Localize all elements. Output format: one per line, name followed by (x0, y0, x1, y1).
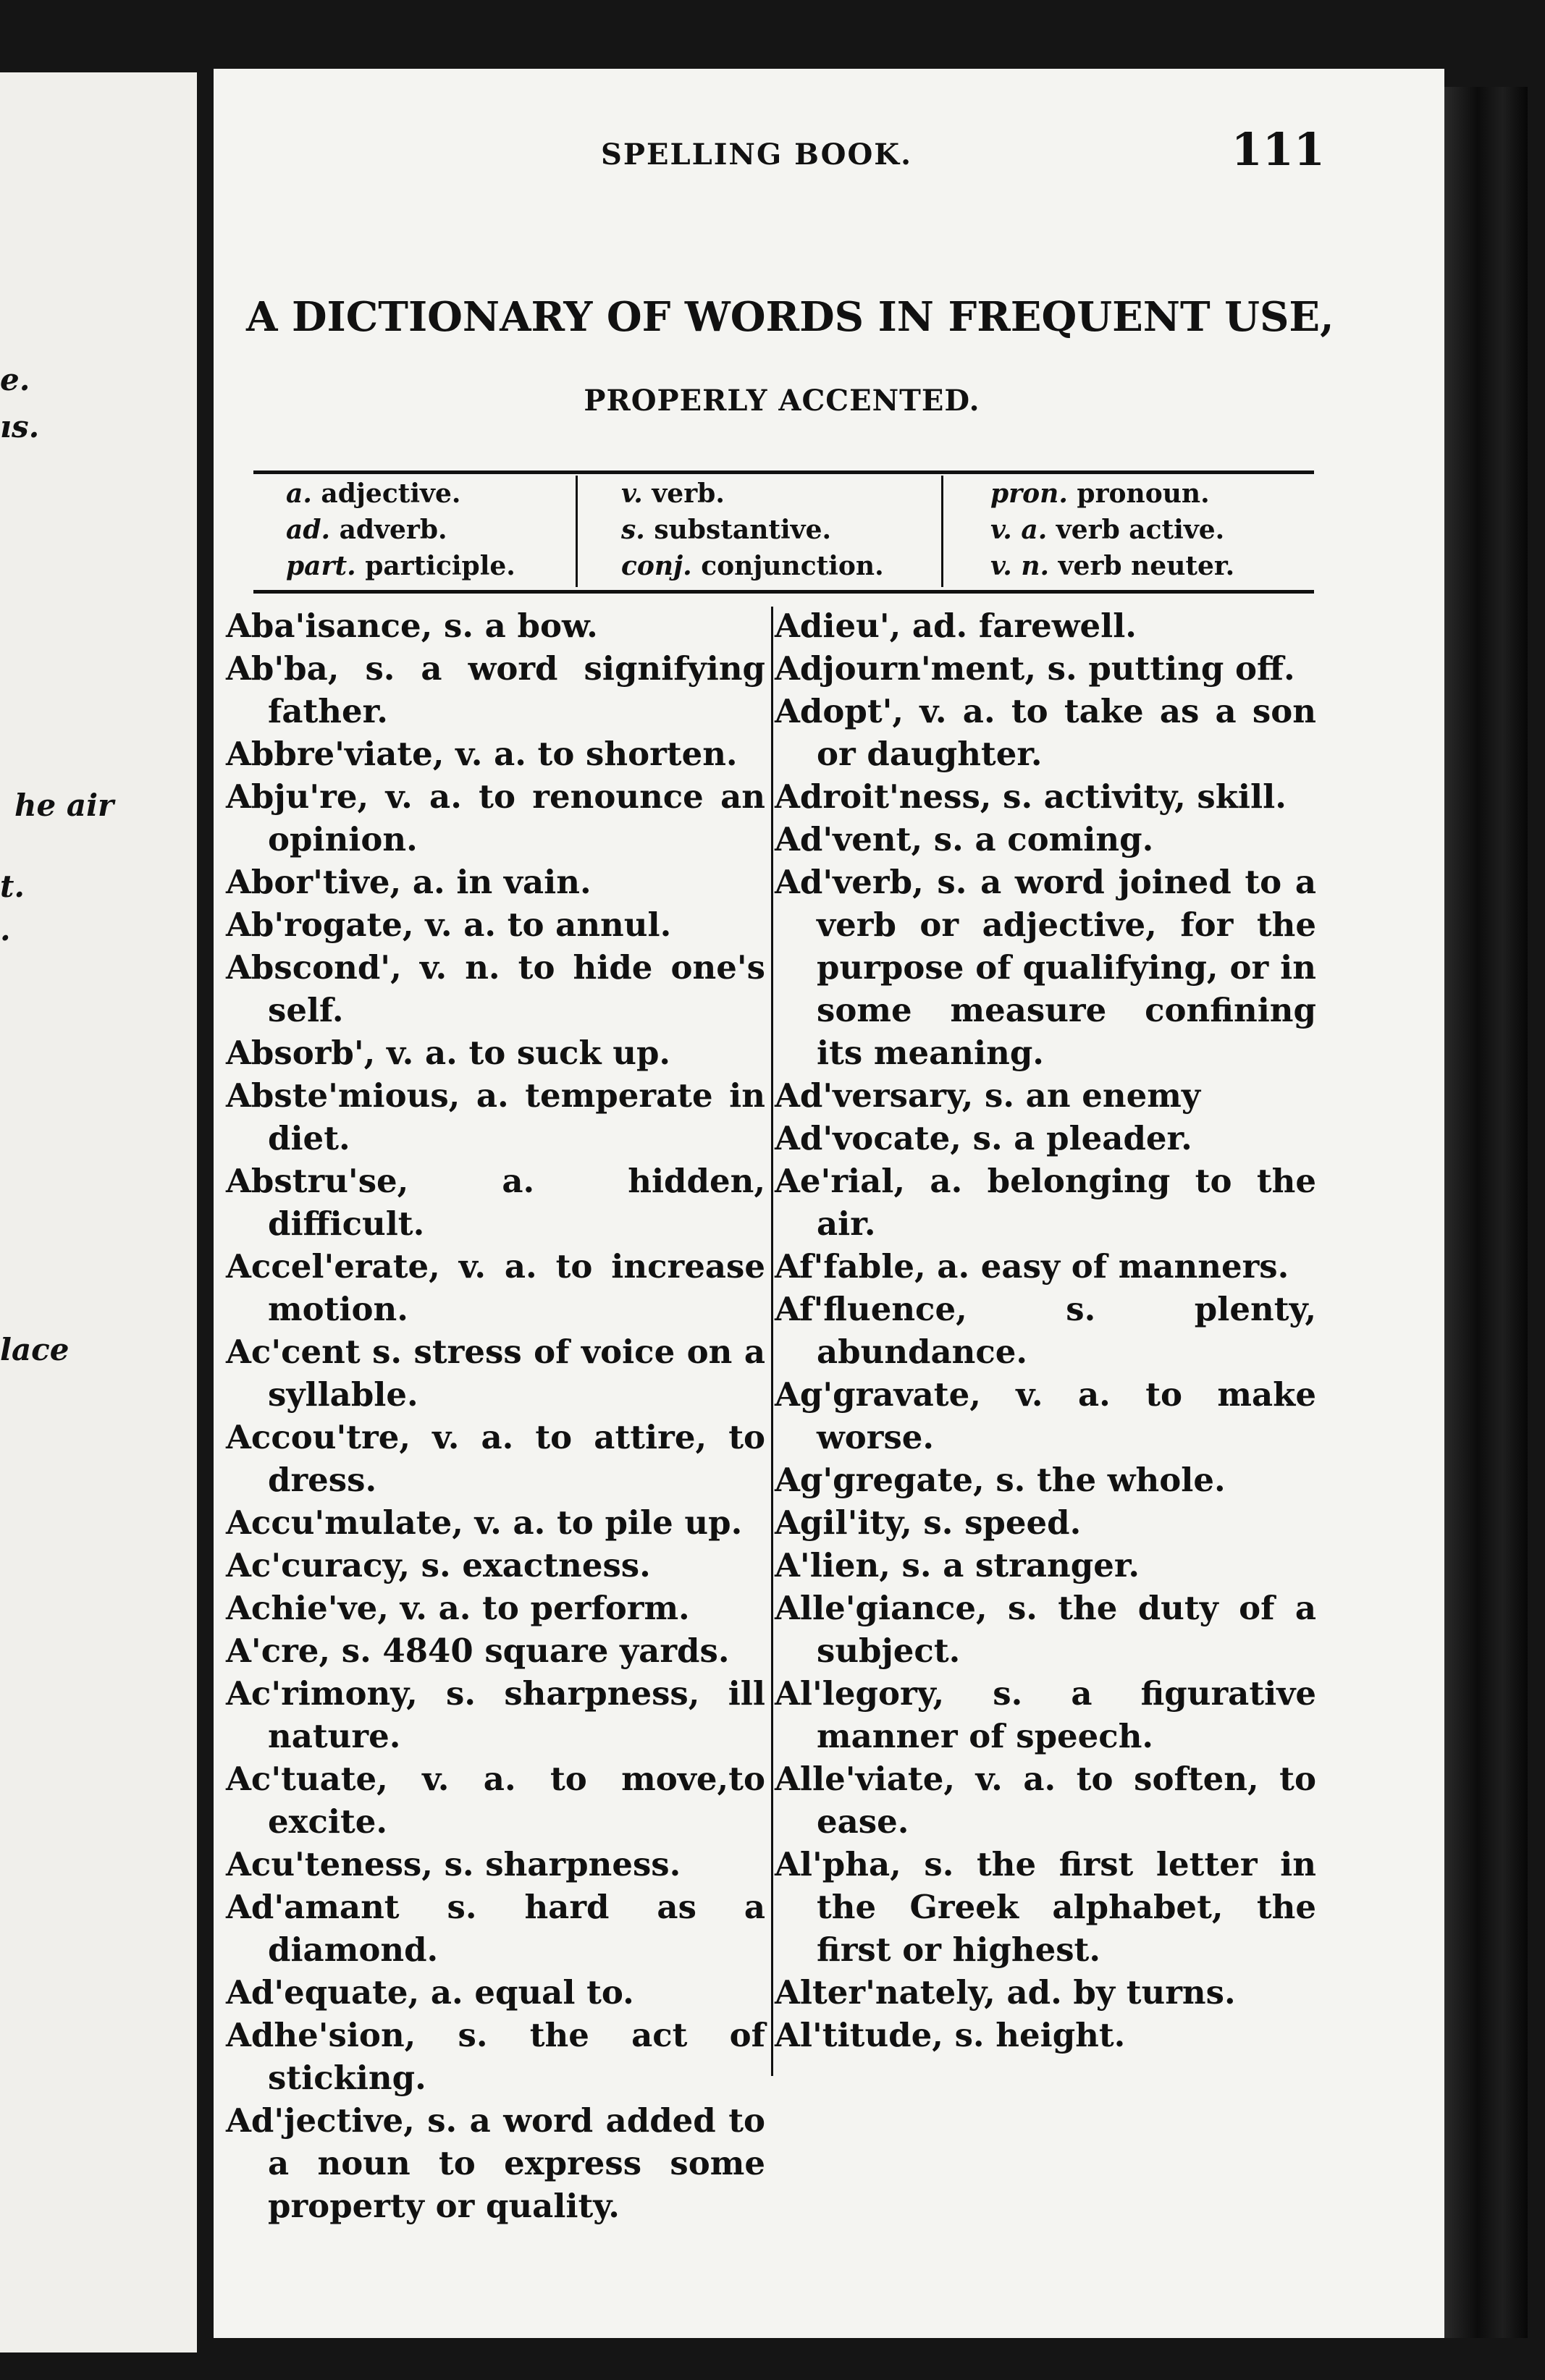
dictionary-entry: Al'pha, s. the first letter in the Greek alphabet, the first or highest. (775, 1845, 1316, 1969)
dictionary-entry: Al'legory, s. a figurative manner of speech. (775, 1674, 1316, 1755)
abbreviation-column (576, 476, 943, 587)
dictionary-entry: Ac'curacy, s. exactness. (226, 1546, 651, 1584)
page-edge (1444, 87, 1528, 2338)
dictionary-entry: Abstru'se, a. hidden, difficult. (226, 1162, 765, 1243)
abbreviation-column (253, 476, 576, 587)
abbreviation-key: part. (286, 551, 356, 581)
dictionary-entry: Adjourn'ment, s. putting off. (775, 649, 1295, 688)
dictionary-column-right (775, 604, 1316, 2056)
left-page-fragment (0, 72, 197, 2352)
abbreviation-meaning: verb. (652, 478, 725, 509)
dictionary-entry: Adopt', v. a. to take as a son or daughter. (775, 692, 1316, 773)
dictionary-entry: Ab'rogate, v. a. to annul. (226, 906, 672, 944)
dictionary-entry: Ad'vent, s. a coming. (775, 820, 1154, 858)
dictionary-entry: Abju're, v. a. to renounce an opinion. (226, 777, 765, 858)
abbreviation-meaning: verb neuter. (1058, 551, 1235, 581)
abbreviation-meaning: verb active. (1056, 515, 1225, 545)
dictionary-entry: Abor'tive, a. in vain. (226, 863, 592, 901)
page-subtitle: PROPERLY ACCENTED. (584, 384, 980, 418)
left-page-line: lace (0, 1332, 70, 1367)
dictionary-entry: Ad'vocate, s. a pleader. (775, 1119, 1192, 1157)
dictionary-column-left (226, 604, 765, 2227)
dictionary-entry: Achie've, v. a. to perform. (226, 1589, 690, 1627)
abbreviation-key: v. n. (990, 551, 1050, 581)
dictionary-entry: Accel'erate, v. a. to increase motion. (226, 1247, 765, 1328)
dictionary-entry: Adroit'ness, s. activity, skill. (775, 777, 1287, 816)
dictionary-entry: Acu'teness, s. sharpness. (226, 1845, 681, 1883)
abbreviation-row (943, 548, 1314, 584)
abbreviation-table (253, 470, 1314, 594)
abbreviation-key: s. (621, 515, 645, 545)
dictionary-entry: Abscond', v. n. to hide one's self. (226, 948, 765, 1029)
column-divider (771, 607, 773, 2076)
page-header (376, 123, 1325, 188)
abbreviation-row (943, 512, 1314, 548)
dictionary-entry: Adhe'sion, s. the act of sticking. (226, 2016, 765, 2097)
abbreviation-row (943, 476, 1314, 512)
dictionary-entry: Ad'jective, s. a word added to a noun to express some property or quality. (226, 2101, 765, 2225)
dictionary-entry: Ae'rial, a. belonging to the air. (775, 1162, 1316, 1243)
abbreviation-key: v. (621, 478, 643, 509)
abbreviation-meaning: substantive. (654, 515, 832, 545)
dictionary-entry: Ab'ba, s. a word signifying father. (226, 649, 765, 730)
abbreviation-key: pron. (990, 478, 1068, 509)
dictionary-entry: Ag'gravate, v. a. to make worse. (775, 1375, 1316, 1456)
dictionary-entry: Alter'nately, ad. by turns. (775, 1973, 1236, 2012)
dictionary-entry: Alle'viate, v. a. to soften, to ease. (775, 1760, 1316, 1841)
abbreviation-meaning: adverb. (339, 515, 447, 545)
dictionary-entry: Absorb', v. a. to suck up. (226, 1034, 671, 1072)
left-page-line: e. (0, 362, 30, 397)
abbreviation-key: v. a. (990, 515, 1048, 545)
page-number: 111 (1231, 123, 1325, 176)
abbreviation-row (578, 512, 943, 548)
dictionary-entry: Af'fable, a. easy of manners. (775, 1247, 1289, 1286)
left-page-line: . (0, 912, 11, 948)
dictionary-entry: Adieu', ad. farewell. (775, 607, 1137, 645)
dictionary-entry: Ad'verb, s. a word joined to a verb or adjective, for the purpose of qualifying, or in some measure confining its meaning. (775, 863, 1316, 1072)
dictionary-entry: Ac'tuate, v. a. to move,to excite. (226, 1760, 765, 1841)
dictionary-entry: Ad'versary, s. an enemy (775, 1076, 1200, 1115)
dictionary-entry: Abbre'viate, v. a. to shorten. (226, 735, 738, 773)
abbreviation-row (578, 476, 943, 512)
left-page-line: ıs. (0, 409, 40, 444)
abbreviation-meaning: participle. (365, 551, 515, 581)
abbreviation-row (253, 476, 576, 512)
dictionary-entry: Al'titude, s. height. (775, 2016, 1126, 2054)
abbreviation-row (253, 512, 576, 548)
abbreviation-row (253, 548, 576, 584)
dictionary-entry: Accu'mulate, v. a. to pile up. (226, 1503, 743, 1542)
dictionary-entry: Af'fluence, s. plenty, abundance. (775, 1290, 1316, 1371)
abbreviation-meaning: conjunction. (701, 551, 884, 581)
dictionary-entry: Ad'equate, a. equal to. (226, 1973, 634, 2012)
running-head: SPELLING BOOK. (601, 138, 912, 172)
abbreviation-row (578, 548, 943, 584)
dictionary-entry: Abste'mious, a. temperate in diet. (226, 1076, 765, 1157)
dictionary-entry: Ac'cent s. stress of voice on a syllable. (226, 1333, 765, 1414)
page-title: A DICTIONARY OF WORDS IN FREQUENT USE, (246, 293, 1334, 341)
dictionary-entry: Ac'rimony, s. sharpness, ill nature. (226, 1674, 765, 1755)
dictionary-entry: A'lien, s. a stranger. (775, 1546, 1140, 1584)
dictionary-entry: Agil'ity, s. speed. (775, 1503, 1082, 1542)
dictionary-entry: Aba'isance, s. a bow. (226, 607, 598, 645)
abbreviation-key: a. (286, 478, 312, 509)
left-page-line: he air (14, 788, 114, 823)
dictionary-entry: A'cre, s. 4840 square yards. (226, 1632, 730, 1670)
dictionary-entry: Ag'gregate, s. the whole. (775, 1461, 1226, 1499)
abbreviation-meaning: adjective. (321, 478, 461, 509)
left-page-line: t. (0, 869, 25, 904)
dictionary-entry: Ad'amant s. hard as a diamond. (226, 1888, 765, 1969)
abbreviation-key: ad. (286, 515, 331, 545)
abbreviation-column (941, 476, 1314, 587)
abbreviation-meaning: pronoun. (1077, 478, 1210, 509)
abbreviation-key: conj. (621, 551, 692, 581)
dictionary-entry: Accou'tre, v. a. to attire, to dress. (226, 1418, 765, 1499)
dictionary-entry: Alle'giance, s. the duty of a subject. (775, 1589, 1316, 1670)
